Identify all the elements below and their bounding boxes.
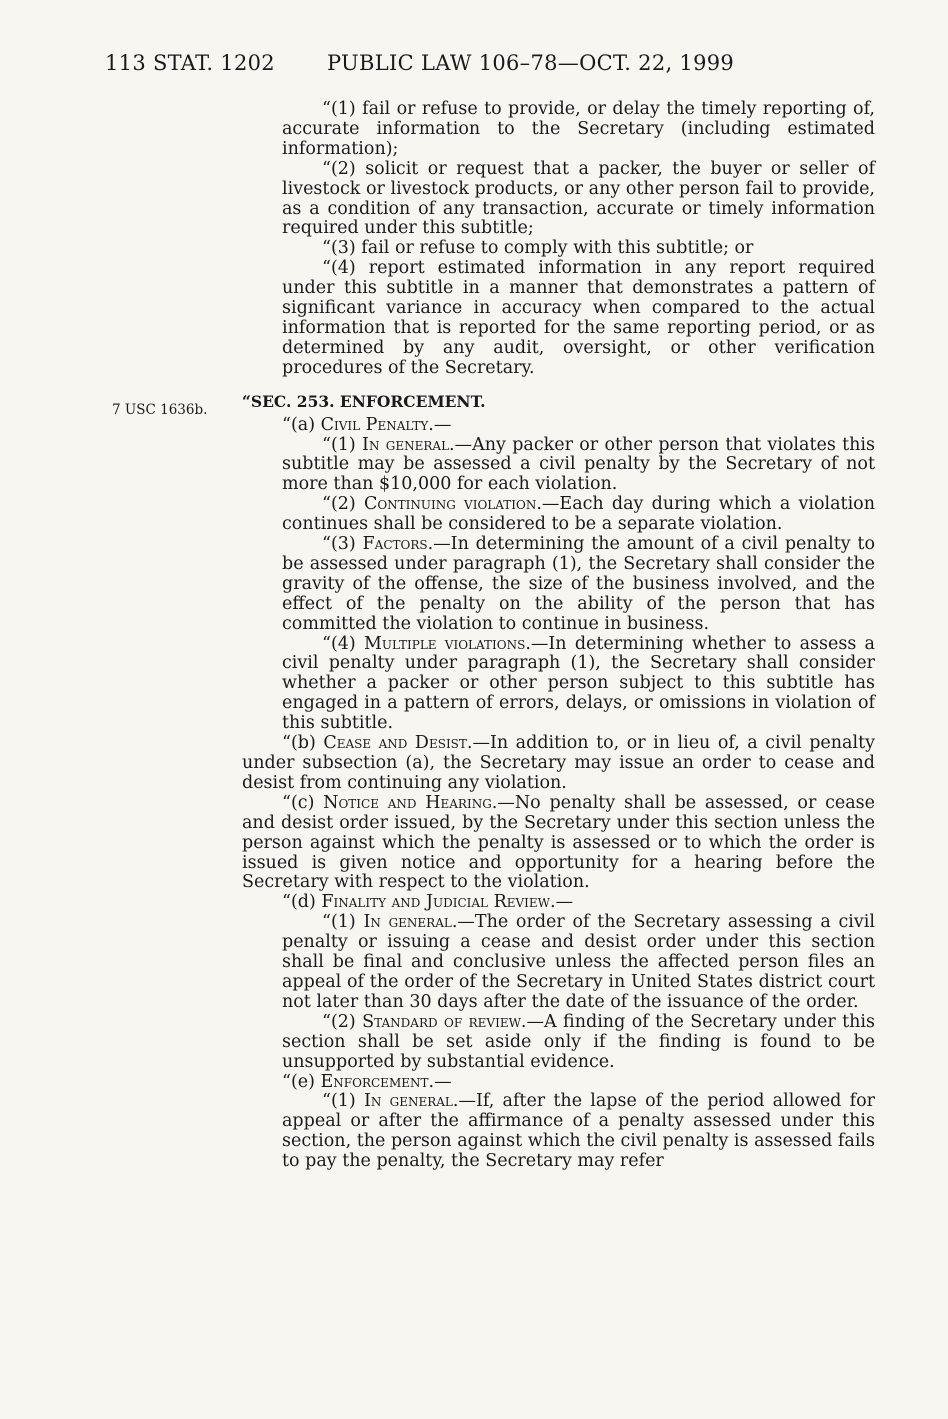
paragraph-2: “(2) solicit or request that a packer, the buyer or seller of livestock or livestock products, or any other person fail to provide, as a condition of any transaction, accurate or timely information required under this subtitle; (282, 158, 875, 239)
stat-page-number: 113 STAT. 1202 (105, 51, 275, 75)
paragraph-d2: “(2) Standard of review.—A finding of the Secretary under this section shall be set aside only if the finding is found to be unsupported by substantial evidence. (282, 1011, 876, 1072)
margin-citation: 7 USC 1636b. (112, 402, 208, 418)
paragraph-4: “(4) report estimated information in any report required under this subtitle in a manner that demonstrates a pattern of significant variance in accuracy when compared to the actual information that is reported for the same reporting period, or as determined by any audit, oversight, or other verification procedures of the Secretary. (282, 258, 875, 378)
page-header (105, 51, 865, 79)
paragraph-a4: “(4) Multiple violations.—In determining whether to assess a civil penalty under paragraph (1), the Secretary shall consider whether a packer or other person subject to this subtitle has engaged in a pattern of errors, delays, or omissions in violation of this subtitle. (282, 633, 875, 734)
paragraph-e1: “(1) In general.—If, after the lapse of the period allowed for appeal or after the affirmance of a penalty assessed under this section, the person against which the civil penalty is assessed fails to pay the penalty, the Secretary may refer (282, 1091, 875, 1172)
subsection-e-heading: “(e) Enforcement.— (282, 1071, 452, 1092)
subsection-b: “(b) Cease and Desist.—In addition to, or in lieu of, a civil penalty under subsection (a), the Secretary may issue an order to cease and desist from continuing any violation. (242, 733, 876, 793)
subsection-d-heading: “(d) Finality and Judicial Review.— (282, 892, 574, 913)
paragraph-d1: “(1) In general.—The order of the Secretary assessing a civil penalty or issuing a cease and desist order under this section shall be final and conclusive unless the affected person files an appeal of the order of the Secretary in United States district court not later than 30 days after the date of the issuance of the order. (282, 912, 875, 1012)
paragraph-a1: “(1) In general.—Any packer or other person that violates this subtitle may be assessed a civil penalty by the Secretary of not more than $10,000 for each violation. (282, 434, 875, 495)
running-title: PUBLIC LAW 106–78—OCT. 22, 1999 (327, 51, 735, 75)
document-body (242, 100, 875, 1172)
paragraph-a2: “(2) Continuing violation.—Each day during which a violation continues shall be considered to be a separate violation. (282, 494, 875, 535)
subsection-a-heading: “(a) Civil Penalty.— (282, 414, 452, 435)
paragraph-3: “(3) fail or refuse to comply with this subtitle; or (322, 238, 754, 259)
paragraph-1: “(1) fail or refuse to provide, or delay the timely reporting of, accurate information to the Secretary (including estimated information); (282, 99, 875, 159)
paragraph-a3: “(3) Factors.—In determining the amount of a civil penalty to be assessed under paragraph (1), the Secretary shall consider the gravity of the offense, the size of the business involved, and the effect of the penalty on the ability of the person that has committed the violation to continue in business. (282, 534, 875, 634)
section-heading: “SEC. 253. ENFORCEMENT. (242, 391, 486, 411)
subsection-c: “(c) Notice and Hearing.—No penalty shall be assessed, or cease and desist order issued, by the Secretary under this section unless the person against which the penalty is assessed or to which the order is issued is given notice and opportunity for a hearing before the Secretary with respect to the violation. (242, 792, 875, 893)
